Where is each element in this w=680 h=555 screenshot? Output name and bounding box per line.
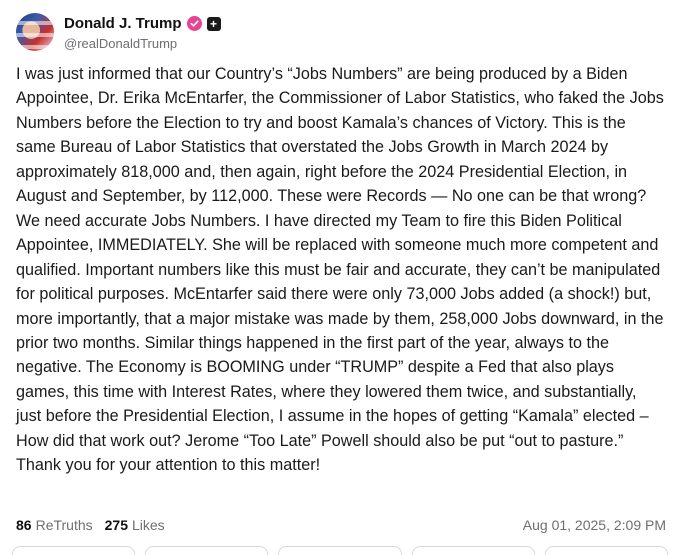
likes-label: Likes — [132, 517, 165, 533]
retruth-button[interactable] — [145, 546, 268, 555]
author-names — [64, 14, 221, 51]
like-button[interactable] — [278, 546, 401, 555]
reply-button[interactable] — [12, 546, 135, 555]
name-row — [64, 14, 221, 34]
action-bar — [0, 546, 680, 552]
plus-icon[interactable]: + — [207, 17, 221, 31]
retruths-count: 86 — [16, 517, 32, 533]
likes-count: 275 — [104, 517, 128, 533]
more-button[interactable] — [545, 546, 668, 555]
likes-stat[interactable] — [105, 517, 165, 533]
post-header — [16, 12, 221, 52]
verified-badge-icon — [187, 16, 202, 31]
avatar[interactable] — [16, 13, 54, 51]
post-footer — [16, 515, 666, 535]
share-button[interactable] — [412, 546, 535, 555]
display-name[interactable]: Donald J. Trump — [64, 15, 182, 32]
post-timestamp[interactable]: Aug 01, 2025, 2:09 PM — [522, 517, 666, 533]
post-text: I was just informed that our Country’s “Jobs Numbers” are being produced by a Biden Appointee, Dr. Erika McEntarfer, the Commissioner of Labor Statistics, who faked the Jobs Numbers before the Election to try and boost Kamala’s chances of Victory. This is the same Bureau of Labor Statistics that overstated the Jobs Growth in March 2024 by approximately 818,000 and, then again, right before the 2024 Presidential Election, in August and September, by 112,000. These were Records — No one can be that wrong? We need accurate Jobs Numbers. I have directed my Team to fire this Biden Political Appointee, IMMEDIATELY. She will be replaced with someone much more competent and qualified. Important numbers like this must be fair and accurate, they can’t be manipulated for political purposes. McEntarfer said there were only 73,000 Jobs added (a shock!) but, more importantly, that a major mistake was made by them, 258,000 Jobs downward, in the prior two months. Similar things happened in the first part of the year, always to the negative. The Economy is BOOMING under “TRUMP” despite a Fed that also plays games, this time with Interest Rates, where they lowered them twice, and substantially, just before the Presidential Election, I assume in the hopes of getting “Kamala” elected – How did that work out? Jerome “Too Late” Powell should also be put “out to pasture.” Thank you for your attention to this matter! — [16, 65, 664, 475]
retruths-stat[interactable] — [16, 517, 93, 533]
retruths-label: ReTruths — [35, 517, 93, 533]
author-handle[interactable]: @realDonaldTrump — [64, 35, 178, 51]
